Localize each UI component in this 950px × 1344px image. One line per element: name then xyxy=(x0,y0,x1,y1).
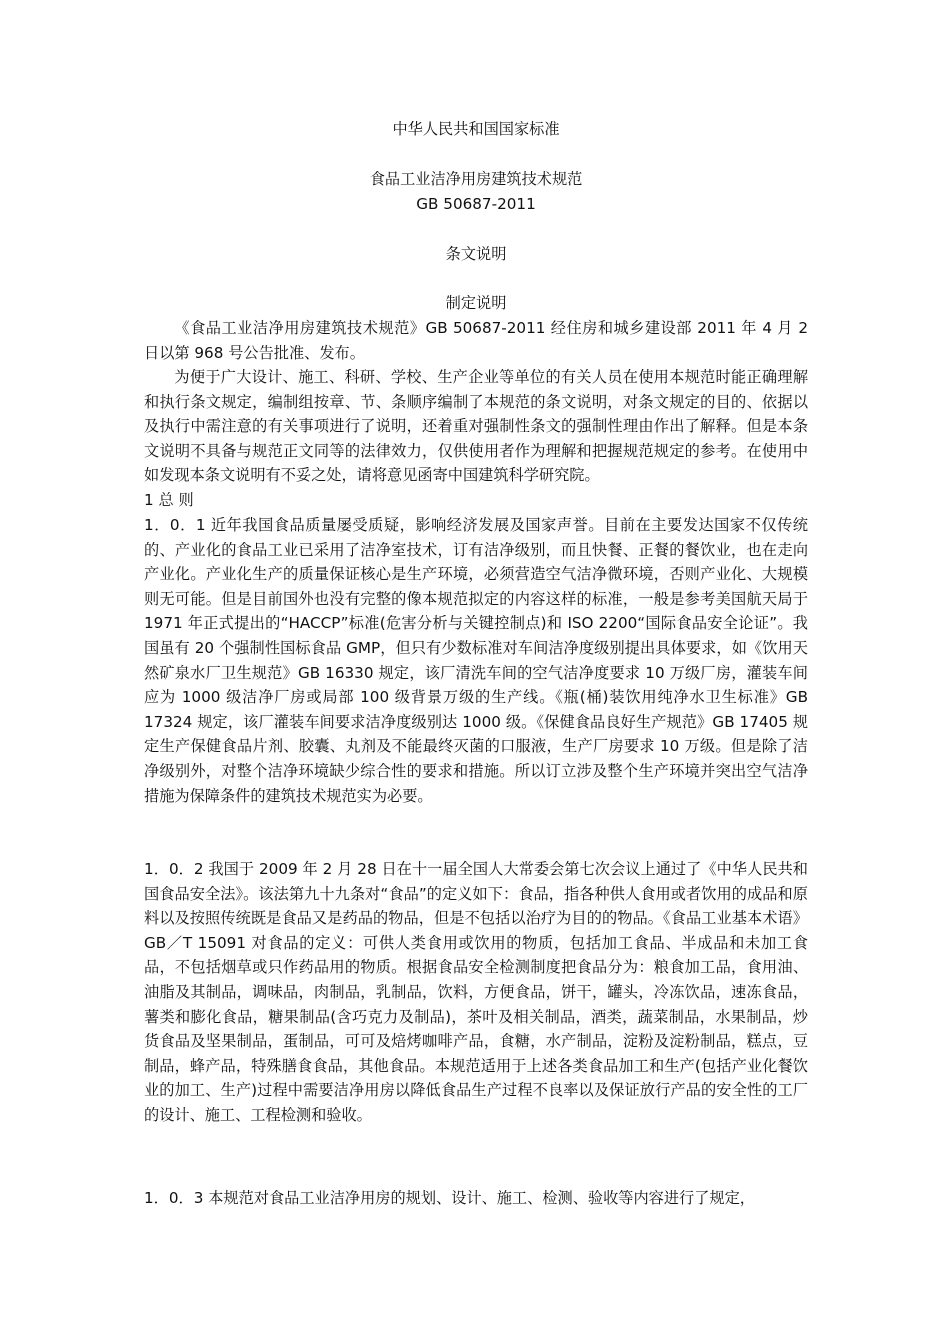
clause-1-0-1: 1．0．1 近年我国食品质量屡受质疑，影响经济发展及国家声誉。目前在主要发达国家不仅传统的、产业化的食品工业已采用了洁净室技术，订有洁净级别，而且快餐、正餐的餐饮业，也在走向产业化。产业化生产的质量保证核心是生产环境，必须营造空气洁净微环境，否则产业化、大规模则无可能。但是目前国外也没有完整的像本规范拟定的内容这样的标准，一般是参考美国航天局于 1971 年正式提出的“HACCP”标准(危害分析与关键控制点)和 ISO 2200“国际食品安全论证”。我国虽有 20 个强制性国标食品 GMP，但只有少数标准对车间洁净度级别提出具体要求，如《饮用天然矿泉水厂卫生规范》GB 16330 规定，该厂清洗车间的空气洁净度要求 10 万级厂房，灌装车间应为 1000 级洁净厂房或局部 100 级背景万级的生产线。《瓶(桶)装饮用纯净水卫生标准》GB 17324 规定，该厂灌装车间要求洁净度级别达 1000 级。《保健食品良好生产规范》GB 17405 规定生产保健食品片剂、胶囊、丸剂及不能最终灭菌的口服液，生产厂房要求 10 万级。但是除了洁净级别外，对整个洁净环境缺少综合性的要求和措施。所以订立涉及整个生产环境并突出空气洁净措施为保障条件的建筑技术规范实为必要。 xyxy=(144,516,808,805)
intro-paragraph-2: 为便于广大设计、施工、科研、学校、生产企业等单位的有关人员在使用本规范时能正确理解和执行条文规定，编制组按章、节、条顺序编制了本规范的条文说明，对条文规定的目的、依据以及执行中需注意的有关事项进行了说明，还着重对强制性条文的强制性理由作出了解释。但是本条文说明不具备与规范正文同等的法律效力，仅供使用者作为理解和把握规范规定的参考。在使用中如发现本条文说明有不妥之处，请将意见函寄中国建筑科学研究院。 xyxy=(144,368,808,485)
org-title: 中华人民共和国国家标准 xyxy=(392,120,560,138)
clause-1-0-2: 1．0．2 我国于 2009 年 2 月 28 日在十一届全国人大常委会第七次会议上通过了《中华人民共和国食品安全法》。该法第九十九条对“食品”的定义如下：食品，指各种供人食用或者饮用的成品和原料以及按照传统既是食品又是药品的物品，但是不包括以治疗为目的的物品。《食品工业基本术语》GB／T 15091 对食品的定义：可供人类食用或饮用的物质，包括加工食品、半成品和未加工食品，不包括烟草或只作药品用的物质。根据食品安全检测制度把食品分为：粮食加工品，食用油、油脂及其制品，调味品，肉制品，乳制品，饮料，方便食品，饼干，罐头，冷冻饮品，速冻食品，薯类和膨化食品，糖果制品(含巧克力及制品)，茶叶及相关制品，酒类，蔬菜制品，水果制品，炒货食品及坚果制品，蛋制品，可可及焙烤咖啡产品，食糖，水产制品，淀粉及淀粉制品，糕点，豆制品，蜂产品，特殊膳食食品，其他食品。本规范适用于上述各类食品加工和生产(包括产业化餐饮业的加工、生产)过程中需要洁净用房以降低食品生产过程不良率以及保证放行产品的安全性的工厂的设计、施工、工程检测和验收。 xyxy=(144,860,808,1124)
doc-code: GB 50687-2011 xyxy=(416,195,536,213)
doc-title: 食品工业洁净用房建筑技术规范 xyxy=(369,170,583,188)
subsection-title: 制定说明 xyxy=(445,294,507,312)
intro-paragraph-1: 《食品工业洁净用房建筑技术规范》GB 50687-2011 经住房和城乡建设部 2011 年 4 月 2 日以第 968 号公告批准、发布。 xyxy=(144,319,808,362)
section-title: 条文说明 xyxy=(445,245,507,263)
chapter-heading: 1 总 则 xyxy=(144,491,194,509)
clause-1-0-3: 1．0．3 本规范对食品工业洁净用房的规划、设计、施工、检测、验收等内容进行了规定， xyxy=(144,1189,755,1207)
